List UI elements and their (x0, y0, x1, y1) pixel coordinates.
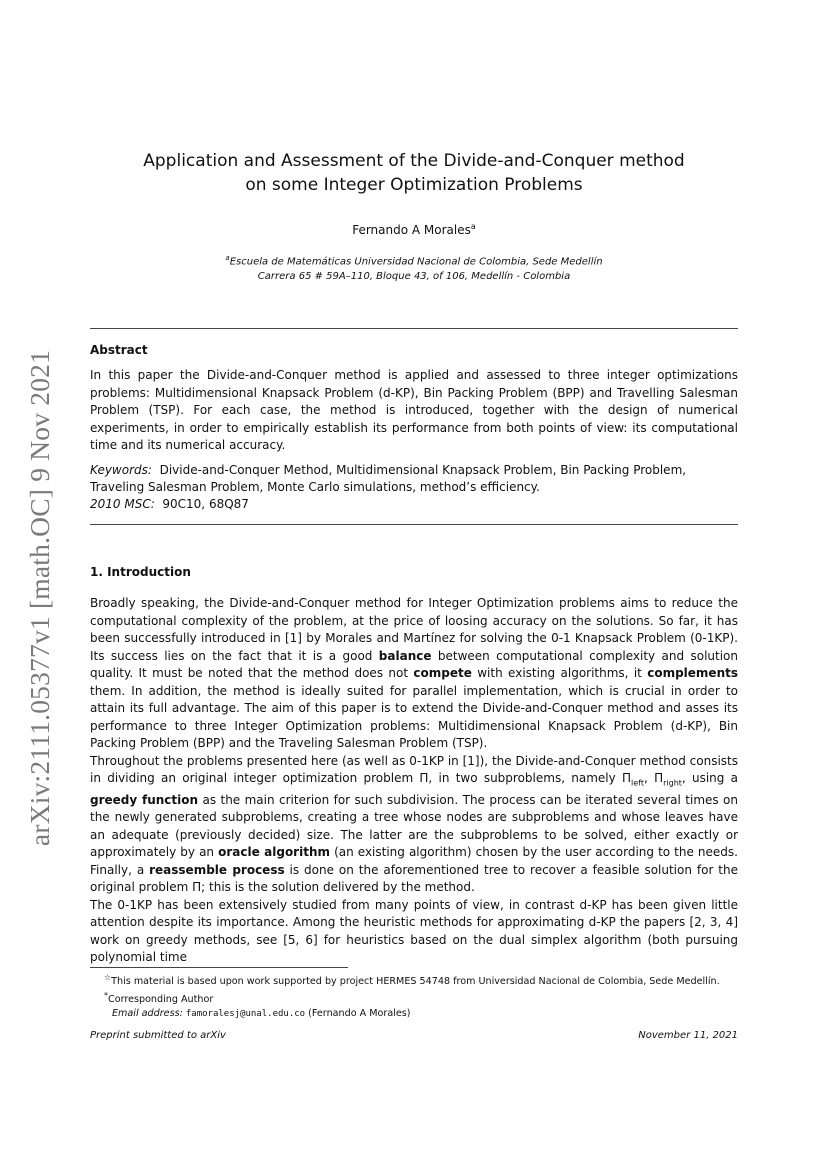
email-owner: (Fernando A Morales) (308, 1008, 411, 1020)
title-line-2: on some Integer Optimization Problems (245, 175, 583, 195)
arxiv-id-text: arXiv:2111.05377v1 [math.OC] 9 Nov 2021 (24, 349, 55, 847)
affil-line-1: Escuela de Matemáticas Universidad Nacional de Colombia, Sede Medellín (229, 256, 603, 268)
abstract-bottom-rule (90, 524, 738, 525)
footer-date: November 11, 2021 (638, 1030, 738, 1041)
abstract-top-rule (90, 328, 738, 329)
affiliation (90, 251, 738, 284)
fn1-mark: ☆ (104, 973, 112, 982)
title-line-1: Application and Assessment of the Divide-and-Conquer method (143, 151, 685, 171)
msc-text: 90C10, 68Q87 (162, 497, 249, 511)
introduction-body (90, 595, 738, 967)
keywords-label: Keywords: (90, 463, 152, 477)
email-link[interactable]: famoralesj@unal.edu.co (185, 1009, 306, 1020)
author-line (90, 222, 738, 237)
keywords-text: Divide-and-Conquer Method, Multidimensional Knapsack Problem, Bin Packing Problem, Traveling Salesman Problem, Monte Carlo simulations, method’s efficiency. (90, 463, 687, 494)
term-oracle-algorithm: oracle algorithm (218, 845, 331, 860)
keywords-block (90, 462, 738, 513)
footnote-rule (90, 967, 348, 968)
term-compete: compete (413, 666, 472, 680)
footer-preprint: Preprint submitted to arXiv (90, 1030, 226, 1041)
paper-title (90, 149, 738, 197)
fn2-mark: * (104, 991, 108, 1001)
term-reassemble-process: reassemble process (149, 862, 285, 877)
author-name: Fernando A Morales (352, 223, 471, 237)
affil-mark: a (225, 254, 230, 262)
abstract-text: In this paper the Divide-and-Conquer method is applied and assessed to three integer optimizations problems: Multidimensional Knapsack Problem (d-KP), Bin Packing Problem (BPP) and Travelling Salesman Problem (TSP). For each case, the method is introduced, together with the design of numerical experiments, in order to empirically establish its performance from both points of view: its computational time and its numerical accuracy. (90, 368, 738, 452)
term-complements: complements (647, 666, 738, 680)
abstract-heading: Abstract (90, 343, 148, 357)
intro-paragraph-2: Throughout the problems presented here (as well as 0-1KP in [1]), the Divide-and-Conquer method consists in dividing an original integer optimization problem Π, in two subproblems, namely $\Pi_{left}$, $\Pi_{right}$, using a greedy function as the main criterion for such subdivision. The process can be iterated several times on the newly generated subproblems, creating a tree whose nodes are subproblems and whose leaves have an adequate (previously decided) size. The latter are the subproblems to be solved, either exactly or approximately by an oracle algorithm (an existing algorithm) chosen by the user according to the needs. Finally, a reassemble process is done on the aforementioned tree to recover a feasible solution for the original problem Π; this is the solution delivered by the method. (90, 753, 739, 895)
footnotes (90, 971, 738, 1021)
intro-paragraph-3: The 0-1KP has been extensively studied from many points of view, in contrast d-KP has been given little attention despite its importance. Among the heuristic methods for approximating d-KP the papers [2, 3, 4] work on greedy methods, see [5, 6] for heuristics based on the dual simplex algorithm (both pursuing polynomial time (90, 897, 738, 965)
msc-label: 2010 MSC: (90, 497, 155, 511)
footnote-corresponding: Corresponding Author (108, 994, 214, 1006)
term-balance: balance (378, 648, 432, 663)
section-heading-introduction: 1. Introduction (90, 565, 191, 579)
affil-line-2: Carrera 65 # 59A–110, Bloque 43, of 106, Medellín - Colombia (257, 271, 571, 283)
footnote-funding: This material is based upon work supported by project HERMES 54748 from Universidad Nacional de Colombia, Sede Medellín. (111, 976, 720, 988)
author-affil-mark: a (470, 222, 476, 231)
email-label: Email address: (112, 1008, 183, 1020)
term-greedy-function: greedy function (90, 792, 199, 807)
intro-paragraph-1: Broadly speaking, the Divide-and-Conquer method for Integer Optimization problems aims to reduce the computational complexity of the problem, at the price of loosing accuracy on the solutions. So far, it has been successfully introduced in [1] by Morales and Martínez for solving the 0-1 Knapsack Problem (0-1KP). Its success lies on the fact that it is a good balance between computational complexity and solution quality. It must be noted that the method does not compete with existing algorithms, it complements them. In addition, the method is ideally suited for parallel implementation, which is crucial in order to attain its full advantage. The aim of this paper is to extend the Divide-and-Conquer method and asses its performance to three Integer Optimization problems: Multidimensional Knapsack Problem (d-KP), Bin Packing Problem (BPP) and the Traveling Salesman Problem (TSP). (90, 596, 739, 750)
